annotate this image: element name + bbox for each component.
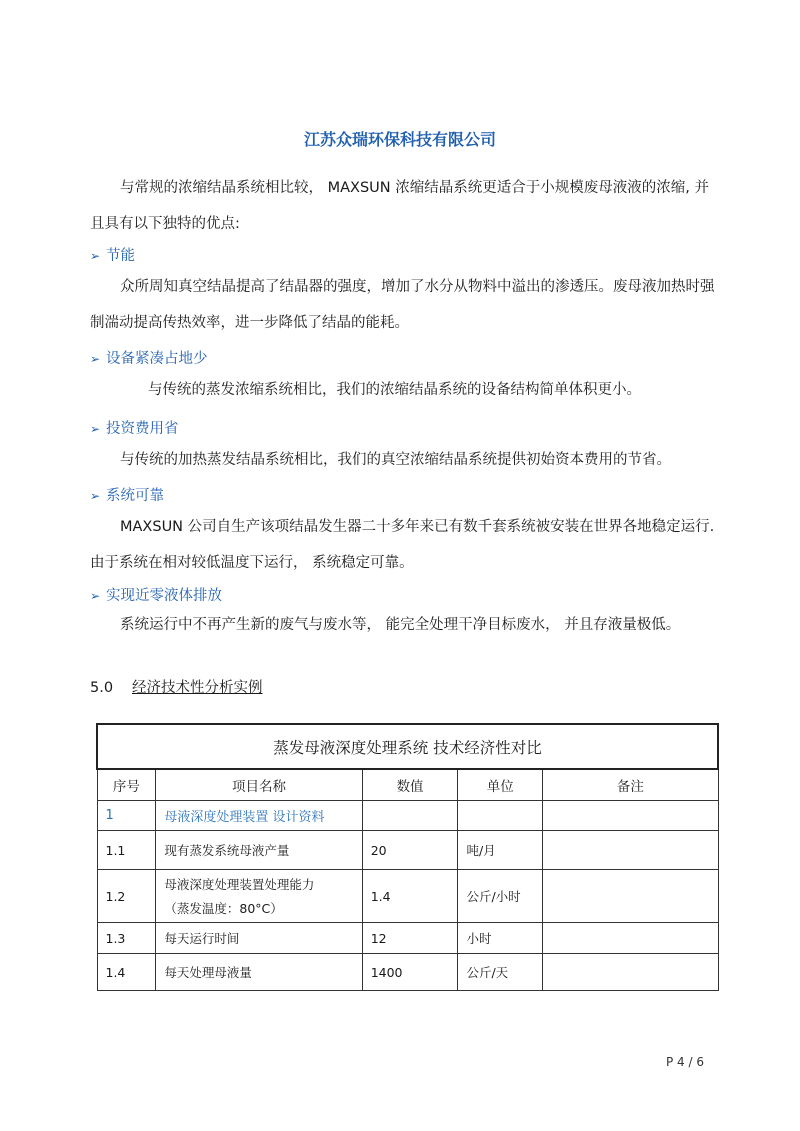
header-no: 序号 [97,769,156,801]
arrow-right-icon: ➢ [90,352,101,366]
advantage-heading-label: 设备紧凑占地少 [106,351,208,367]
cell-value: 12 [362,923,458,954]
header-value: 数值 [362,769,458,801]
advantage-heading-label: 节能 [106,248,135,264]
advantage-text-reliable: MAXSUN 公司自生产该项结晶发生器二十多年来已有数千套系统被安装在世界各地稳定运行. 由于系统在相对较低温度下运行， 系统稳定可靠。 [90,519,715,571]
advantage-heading-label: 系统可靠 [106,488,164,504]
arrow-right-icon: ➢ [90,422,101,436]
table-caption-row [97,724,718,769]
advantage-heading-zero-discharge [90,584,222,605]
cell-unit [458,801,543,831]
cell-unit: 小时 [458,923,543,954]
cell-name: 母液深度处理装置处理能力 [164,877,315,892]
section-title: 经济技术性分析实例 [132,680,263,696]
cell-name: 每天运行时间 [156,923,362,954]
advantage-heading-label: 实现近零液体排放 [106,588,222,604]
header-unit: 单位 [458,769,543,801]
advantage-text-cost: 与传统的加热蒸发结晶系统相比，我们的真空浓缩结晶系统提供初始资本费用的节省。 [120,452,671,468]
cell-name: 现有蒸发系统母液产量 [156,831,362,870]
table-header-row [97,769,718,801]
cell-no: 1.3 [97,923,156,954]
advantage-heading-compact [90,347,208,368]
cell-no: 1.1 [97,831,156,870]
advantage-text-energy: 众所周知真空结晶提高了结晶器的强度，增加了水分从物料中溢出的渗透压。废母液加热时强制湍动提高传热效率，进一步降低了结晶的能耗。 [90,279,715,331]
cell-value: 20 [362,831,458,870]
table-caption: 蒸发母液深度处理系统 技术经济性对比 [97,724,718,769]
arrow-right-icon: ➢ [90,489,101,503]
cell-note [543,801,718,831]
section-number: 5.0 [90,680,114,696]
intro-paragraph: 与常规的浓缩结晶系统相比较， MAXSUN 浓缩结晶系统更适合于小规模废母液液的浓缩, 并且具有以下独特的优点: [90,180,709,232]
cell-no: 1 [97,801,156,831]
advantage-text-compact: 与传统的蒸发浓缩系统相比，我们的浓缩结晶系统的设备结构简单体积更小。 [148,382,641,398]
table-row [97,923,718,954]
advantage-heading-reliable [90,484,164,505]
advantage-heading-label: 投资费用省 [106,421,179,437]
cell-name-multiline [156,870,362,923]
section-heading [90,676,263,697]
arrow-right-icon: ➢ [90,249,101,263]
page-number: P 4 / 6 [666,1055,704,1069]
cell-unit: 吨/月 [458,831,543,870]
cell-value: 1.4 [362,870,458,923]
table-row [97,954,718,991]
advantage-heading-energy [90,244,135,265]
cell-value: 1400 [362,954,458,991]
cell-note [543,923,718,954]
advantage-text-zero-discharge: 系统运行中不再产生新的废气与废水等， 能完全处理干净目标废水， 并且存液量极低。 [120,617,681,633]
table-row [97,831,718,870]
advantage-heading-cost [90,417,179,438]
header-note: 备注 [543,769,718,801]
cell-name-note: （蒸发温度：80°C） [164,901,283,916]
header-name: 项目名称 [156,769,362,801]
economics-table [96,723,719,991]
cell-unit: 公斤/天 [458,954,543,991]
cell-value [362,801,458,831]
cell-name: 母液深度处理装置 设计资料 [156,801,362,831]
cell-unit: 公斤/小时 [458,870,543,923]
table-row [97,870,718,923]
cell-note [543,870,718,923]
cell-note [543,831,718,870]
cell-name: 每天处理母液量 [156,954,362,991]
cell-no: 1.2 [97,870,156,923]
company-title: 江苏众瑞环保科技有限公司 [303,130,496,149]
arrow-right-icon: ➢ [90,589,101,603]
table-row [97,801,718,831]
cell-no: 1.4 [97,954,156,991]
cell-note [543,954,718,991]
